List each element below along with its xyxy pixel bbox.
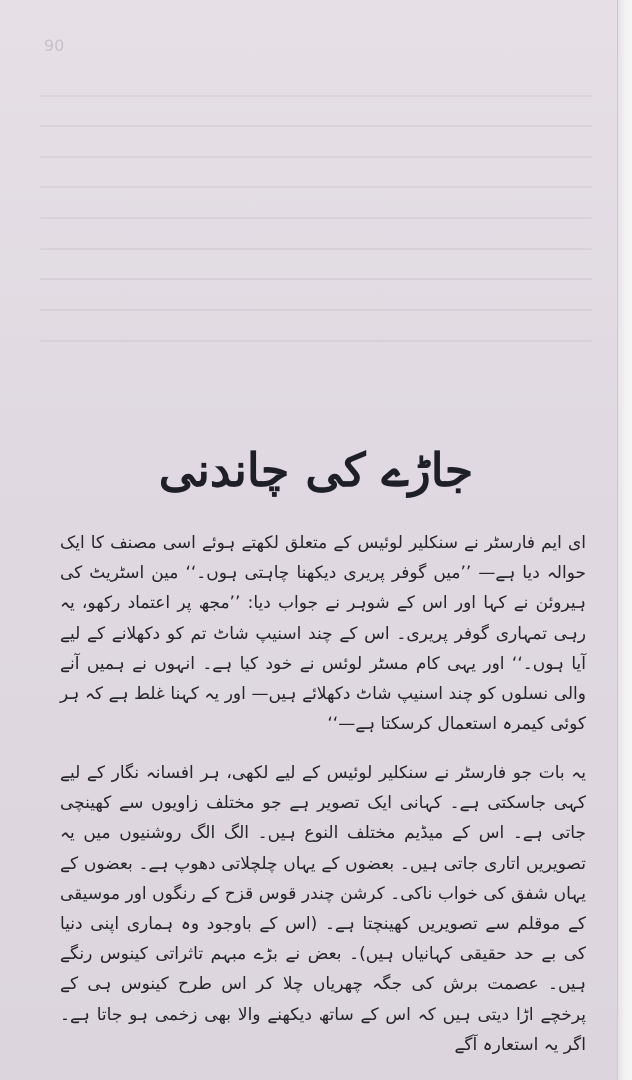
page-edge <box>617 0 632 1080</box>
body-paragraph-1: ای ایم فارسٹر نے سنکلیر لوئیس کے متعلق لکھتے ہوئے اسی مصنف کا ایک حوالہ دیا ہے— ’’میں گوفر پریری دیکھنا چاہتی ہوں۔‘‘ مین اسٹریٹ کی ہیروئن نے کہا اور اس کے شوہر نے جواب دیا: ’’مجھ پر اعتماد رکھو، یہ رہی تمہاری گوفر پریری۔ اس کے چند اسنیپ شاٹ تم کو دکھلانے کے لیے آیا ہوں۔‘‘ اور یہی کام مسٹر لوئس نے خود کیا ہے۔ انہوں نے ہمیں آنے والی نسلوں کو چند اسنیپ شاٹ دکھلائے ہیں— اور یہ کہنا غلط ہے کہ ہر کوئی کیمرہ استعمال کرسکتا ہے—‘‘ <box>60 533 586 735</box>
page-number: 90 <box>44 36 65 55</box>
body-paragraph-2: یہ بات جو فارسٹر نے سنکلیر لوئیس کے لیے لکھی، ہر افسانہ نگار کے لیے کہی جاسکتی ہے۔ کہانی ایک تصویر ہے جو مختلف زاویوں سے کھینچی جاتی ہے۔ اس کے میڈیم مختلف النوع ہیں۔ الگ الگ روشنیوں میں یہ تصویریں اتاری جاتی ہیں۔ بعضوں کے یہاں چلچلاتی دھوپ ہے۔ بعضوں کے یہاں شفق کی خواب ناکی۔ کرشن چندر قوس قزح کے رنگوں اور موسیقی کے موقلم سے تصویریں کھینچتا ہے۔ (اس کے باوجود وہ ہماری اپنی دنیا کی بے حد حقیقی کہانیاں ہیں)۔ بعض نے بڑے مبہم تاثراتی کینوس رنگے ہیں۔ عصمت برش کی جگہ چھریاں چلا کر اس طرح کینوس ہی کے پرخچے اڑا دیتی ہیں کہ اس کے ساتھ دیکھنے والا بھی زخمی ہو جاتا ہے۔ اگر یہ استعارہ آگے <box>60 763 586 1055</box>
chapter-title: جاڑے کی چاندنی <box>158 443 474 497</box>
